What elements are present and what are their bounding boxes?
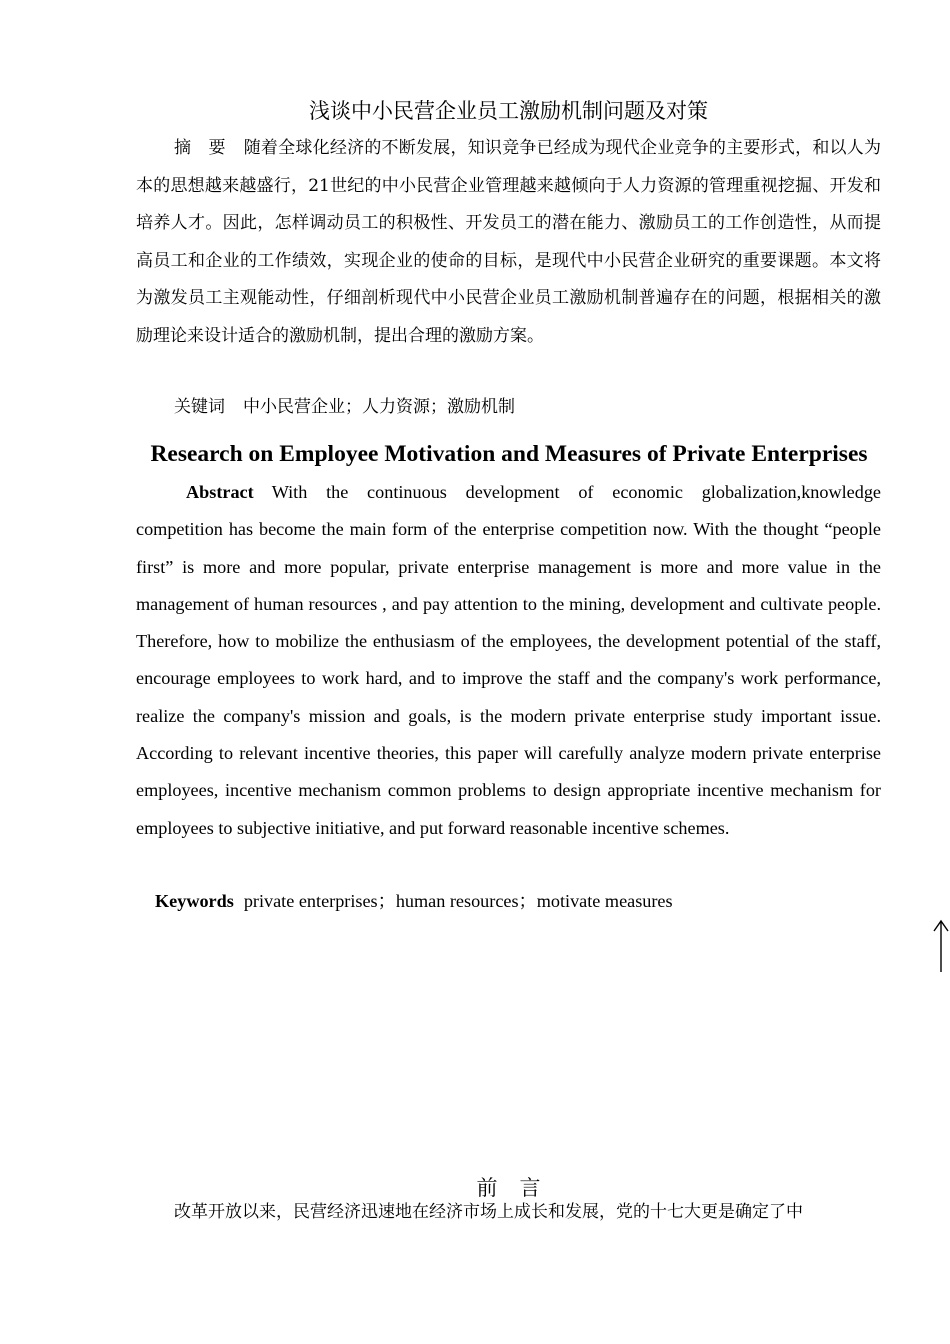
chinese-keywords-text: 中小民营企业；人力资源；激励机制 <box>243 397 515 417</box>
chinese-keywords-label: 关键词 <box>174 397 225 417</box>
english-keywords-text: private enterprises；human resources；motivate measures <box>243 891 673 911</box>
english-keywords <box>155 886 881 916</box>
preface-text: 改革开放以来，民营经济迅速地在经济市场上成长和发展，党的十七大更是确定了中 <box>174 1202 803 1222</box>
chinese-abstract-label: 摘 要 <box>174 138 226 158</box>
preface-title: 前言 <box>476 1176 563 1200</box>
chinese-abstract-text: 随着全球化经济的不断发展，知识竞争已经成为现代企业竞争的主要形式，和以人为本的思想越来越盛行，21世纪的中小民营企业管理越来越倾向于人力资源的管理重视挖掘、开发和培养人才。因此，怎样调动员工的积极性、开发员工的潜在能力、激励员工的工作创造性，从而提高员工和企业的工作绩效，实现企业的使命的目标，是现代中小民营企业研究的重要课题。本文将为激发员工主观能动性，仔细剖析现代中小民营企业员工激励机制普遍存在的问题，根据相关的激励理论来设计适合的激励机制，提出合理的激励方案。 <box>136 138 882 346</box>
chinese-keywords <box>174 391 881 423</box>
english-abstract <box>136 474 881 847</box>
english-abstract-text: With the continuous development of economic globalization,knowledge competition has become the main form of the enterprise competition now. With the thought “people first” is more and more popular, private enterprise management is more and more value in the management of human resources , and pay attention to the mining, development and cultivate people. Therefore, how to mobilize the enthusiasm of the employees, the development potential of the staff, encourage employees to work hard, and to improve the staff and the company's work performance, realize the company's mission and goals, is the modern private enterprise study important issue. According to relevant incentive theories, this paper will carefully analyze modern private enterprise employees, incentive mechanism common problems to design appropriate incentive mechanism for employees to subjective initiative, and put forward reasonable incentive schemes. <box>136 482 881 838</box>
english-keywords-label: Keywords <box>155 891 234 911</box>
chinese-title: 浅谈中小民营企业员工激励机制问题及对策 <box>309 99 708 123</box>
up-arrow-icon <box>930 918 950 974</box>
english-abstract-label: Abstract <box>186 482 254 502</box>
chinese-abstract <box>136 130 881 355</box>
english-title: Research on Employee Motivation and Measures of Private Enterprises <box>150 441 868 467</box>
